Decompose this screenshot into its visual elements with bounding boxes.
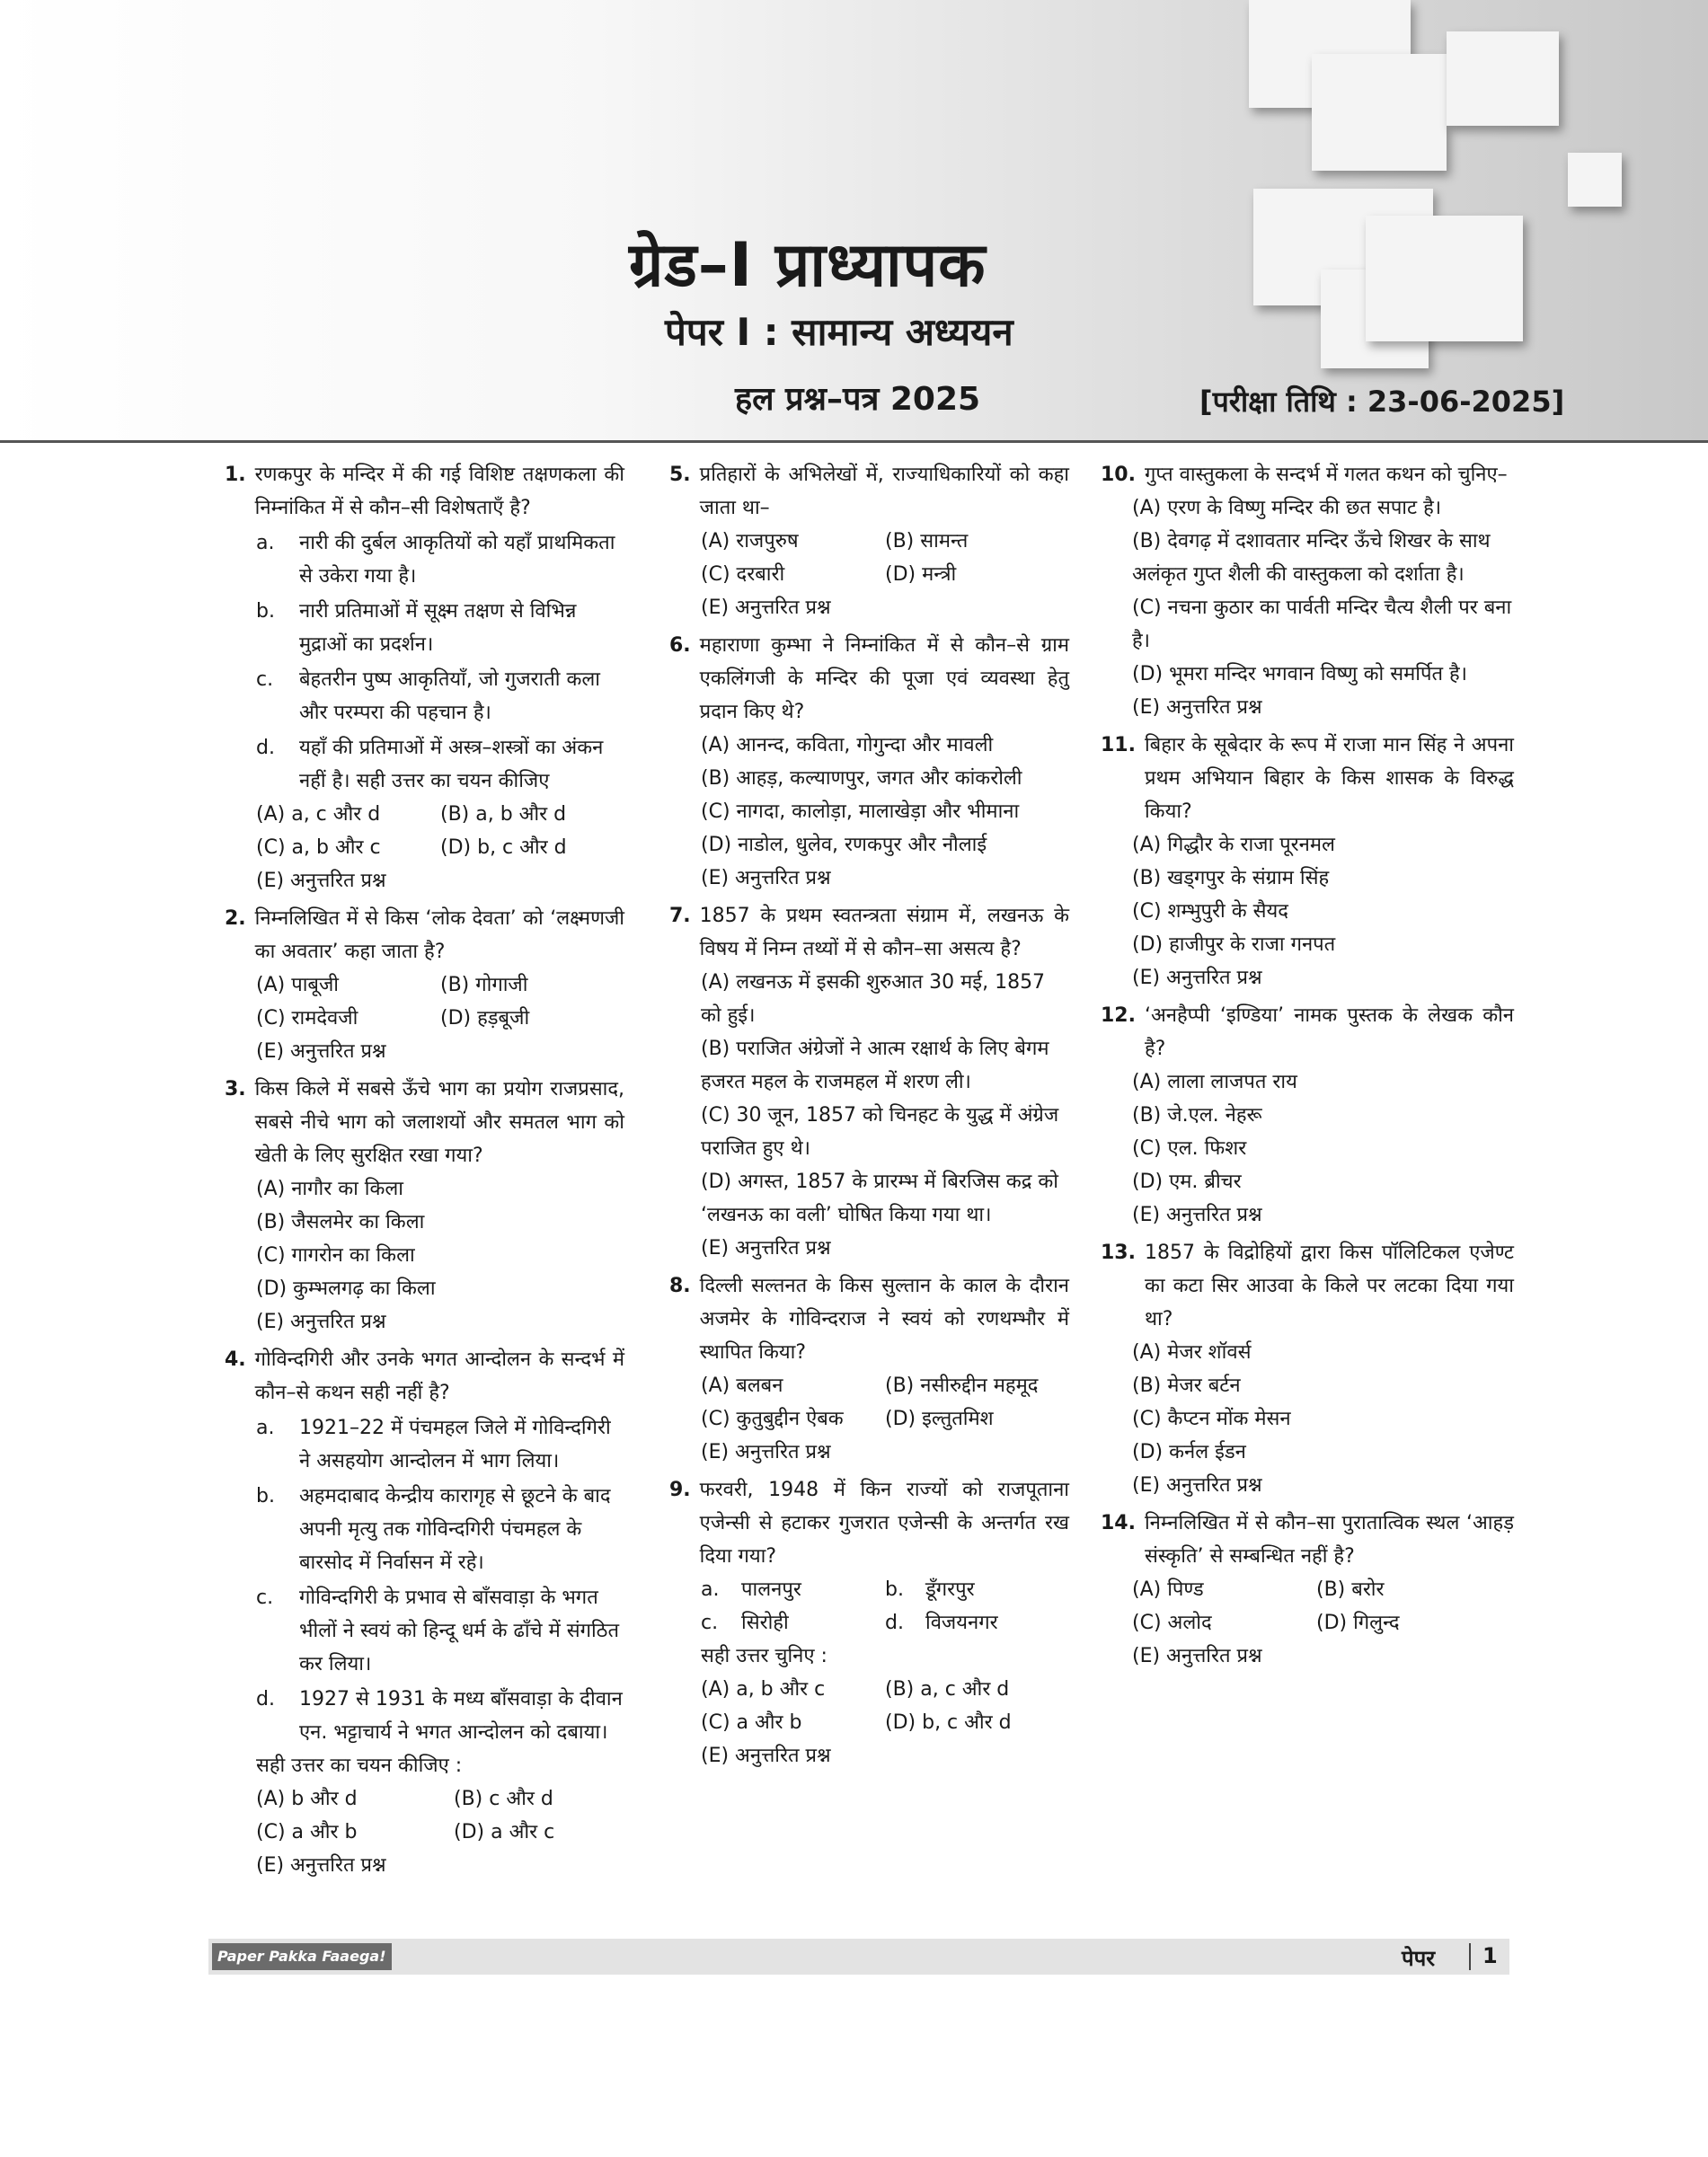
option: (C) एल. फिशर (1132, 1137, 1247, 1160)
column-2 (669, 458, 1069, 1777)
decorative-square (1366, 216, 1523, 341)
question-6 (669, 629, 1069, 895)
option: (A) नागौर का किला (256, 1178, 403, 1200)
option: (E) अनुत्तरित प्रश्न (1132, 1474, 1262, 1497)
option: (D) कर्नल ईडन (1132, 1441, 1246, 1463)
statement-key: b. (885, 1578, 904, 1601)
option: (A) मेजर शॉवर्स (1132, 1341, 1252, 1364)
page-label: पेपर (1402, 1946, 1436, 1971)
question-number: 5. (669, 464, 691, 486)
option: (D) b, c और d (885, 1711, 1012, 1734)
question-text: किस किले में सबसे ऊँचे भाग का प्रयोग राजप्रसाद, सबसे नीचे भाग को जलाशयों और समतल भाग को खेती के लिए सुरक्षित रखा गया? (254, 1078, 624, 1167)
option: (B) a, c और d (885, 1678, 1010, 1701)
statement-text: नारी की दुर्बल आकृतियों को यहाँ प्राथमिकता से उकेरा गया है। (299, 532, 615, 588)
option: (E) अनुत्तरित प्रश्न (1132, 967, 1262, 989)
option: (A) b और d (256, 1788, 358, 1810)
brand-logo: Paper Pakka Faaega! (212, 1943, 392, 1970)
option: (E) अनुत्तरित प्रश्न (256, 1311, 386, 1333)
option: (D) एम. ब्रीचर (1132, 1171, 1242, 1193)
option: (D) मन्त्री (885, 563, 957, 586)
option: (E) अनुत्तरित प्रश्न (256, 1854, 386, 1877)
question-7 (669, 899, 1069, 1265)
exam-date: [परीक्षा तिथि : 23-06-2025] (1199, 385, 1565, 419)
option: (B) देवगढ़ में दशावतार मन्दिर ऊँचे शिखर के साथ अलंकृत गुप्त शैली की वास्तुकला को दर्शाता है। (1132, 530, 1491, 586)
question-10 (1101, 458, 1514, 724)
option: (E) अनुत्तरित प्रश्न (701, 1237, 831, 1260)
statement-text: गोविन्दगिरी के प्रभाव से बाँसवाड़ा के भगत भीलों ने स्वयं को हिन्दू धर्म के ढाँचे में संगठित कर लिया। (299, 1587, 620, 1675)
statement-text: पालनपुर (741, 1578, 801, 1601)
option: (A) लखनऊ में इसकी शुरुआत 30 मई, 1857 को हुई। (701, 971, 1046, 1027)
statement-text: डूँगरपुर (925, 1578, 975, 1601)
statement (225, 1683, 624, 1749)
statement-key: c. (256, 668, 274, 691)
option-row (225, 968, 624, 1002)
option: (A) लाला लाजपत राय (1132, 1071, 1297, 1093)
question-number: 2. (225, 907, 246, 930)
option: (E) अनुत्तरित प्रश्न (1132, 696, 1262, 719)
option: (C) नागदा, कालोड़ा, मालाखेड़ा और भीमाना (701, 800, 1020, 823)
option: (B) जैसलमेर का किला (256, 1211, 425, 1233)
option: (C) शम्भुपुरी के सैयद (1132, 900, 1288, 923)
column-1 (225, 458, 624, 1887)
option: (E) अनुत्तरित प्रश्न (701, 1745, 831, 1767)
option: (B) नसीरुद्दीन महमूद (885, 1375, 1039, 1397)
option: (C) a और b (701, 1711, 802, 1734)
header-rule (0, 440, 1708, 443)
option: (C) कुतुबुद्दीन ऐबक (701, 1408, 844, 1430)
option: (D) नाडोल, धुलेव, रणकपुर और नौलाई (701, 834, 987, 856)
option: (A) बलबन (701, 1375, 783, 1397)
statement-key: c. (256, 1587, 274, 1609)
statement-text: नारी प्रतिमाओं में सूक्ष्म तक्षण से विभिन्न मुद्राओं का प्रदर्शन। (299, 600, 577, 656)
question-2 (225, 902, 624, 1068)
question-text: रणकपुर के मन्दिर में की गई विशिष्ट तक्षणकला की निम्नांकित में से कौन–सी विशेषताएँ है? (254, 464, 624, 519)
statement-key: d. (885, 1612, 904, 1634)
option: (B) c और d (454, 1788, 553, 1810)
option: (E) अनुत्तरित प्रश्न (256, 1040, 386, 1063)
option-row (669, 558, 1069, 591)
option: (C) रामदेवजी (256, 1007, 358, 1030)
option: (E) अनुत्तरित प्रश्न (701, 1441, 831, 1463)
option-row (669, 1673, 1069, 1706)
decorative-square (1312, 54, 1447, 171)
statement-key: d. (256, 1688, 275, 1711)
option-row (225, 1816, 624, 1849)
question-text: बिहार के सूबेदार के रूप में राजा मान सिंह ने अपना प्रथम अभियान बिहार के किस शासक के विरुद्ध किया? (1144, 734, 1514, 823)
page-separator (1469, 1943, 1471, 1970)
question-text: फरवरी, 1948 में किन राज्यों को राजपूताना एजेन्सी से हटाकर गुजरात एजेन्सी के अन्तर्गत रख दिया गया? (699, 1479, 1069, 1568)
column-3 (1101, 458, 1514, 1677)
question-number: 3. (225, 1078, 246, 1101)
option-row (669, 1706, 1069, 1739)
statement-text: विजयनगर (925, 1612, 998, 1634)
option-row (1101, 1573, 1514, 1606)
footer-bar (208, 1939, 1509, 1975)
option: (B) गोगाजी (440, 974, 528, 996)
option: (A) राजपुरुष (701, 530, 799, 553)
statement (225, 595, 624, 661)
question-number: 4. (225, 1348, 246, 1371)
option: (C) नचना कुठार का पार्वती मन्दिर चैत्य शैली पर बना है। (1132, 597, 1512, 652)
option: (B) खड्गपुर के संग्राम सिंह (1132, 867, 1330, 889)
statement (225, 526, 624, 593)
option: (E) अनुत्तरित प्रश्न (256, 870, 386, 892)
instruction: सही उत्तर चुनिए : (701, 1645, 827, 1667)
option: (C) दरबारी (701, 563, 785, 586)
statement (225, 731, 624, 798)
option-row (669, 525, 1069, 558)
statement-text: सिरोही (741, 1612, 789, 1634)
option: (E) अनुत्तरित प्रश्न (1132, 1645, 1262, 1667)
question-number: 9. (669, 1479, 691, 1501)
option: (D) b, c और d (440, 836, 567, 859)
statement-row (669, 1573, 1069, 1606)
statement (225, 1480, 624, 1579)
option: (C) कैप्टन मोंक मेसन (1132, 1408, 1291, 1430)
statement (225, 663, 624, 729)
question-number: 1. (225, 464, 246, 486)
statement-text: यहाँ की प्रतिमाओं में अस्त्र–शस्त्रों का अंकन नहीं है। सही उत्तर का चयन कीजिए (299, 737, 604, 792)
option: (B) सामन्त (885, 530, 969, 553)
option: (A) पाबूजी (256, 974, 339, 996)
option: (B) जे.एल. नेहरू (1132, 1104, 1262, 1127)
option: (B) a, b और d (440, 803, 567, 826)
option: (D) भूमरा मन्दिर भगवान विष्णु को समर्पित है। (1132, 663, 1467, 685)
option: (C) गागरोन का किला (256, 1244, 415, 1267)
question-text: महाराणा कुम्भा ने निम्नांकित में से कौन–से ग्राम एकलिंगजी के मन्दिर की पूजा एवं व्यवस्था हेतु प्रदान किए थे? (699, 634, 1069, 723)
question-12 (1101, 999, 1514, 1232)
option: (B) पराजित अंग्रेजों ने आत्म रक्षार्थ के लिए बेगम हजरत महल के राजमहल में शरण ली। (701, 1038, 1049, 1093)
statement-key: a. (701, 1578, 720, 1601)
statement-key: d. (256, 737, 275, 759)
statement-text: 1921–22 में पंचमहल जिले में गोविन्दगिरी ने असहयोग आन्दोलन में भाग लिया। (299, 1417, 611, 1472)
option: (C) 30 जून, 1857 को चिनहट के युद्ध में अंग्रेज पराजित हुए थे। (701, 1104, 1059, 1160)
question-number: 6. (669, 634, 691, 657)
option: (D) कुम्भलगढ़ का किला (256, 1277, 436, 1300)
question-number: 13. (1101, 1242, 1136, 1264)
option: (E) अनुत्तरित प्रश्न (701, 597, 831, 619)
option: (D) गिलुन्द (1316, 1612, 1400, 1634)
decorative-square (1447, 31, 1559, 126)
paper-subtitle: पेपर I : सामान्य अध्ययन (665, 310, 1013, 354)
question-1 (225, 458, 624, 897)
statement-key: b. (256, 600, 275, 623)
option: (B) मेजर बर्टन (1132, 1375, 1241, 1397)
option-row (1101, 1606, 1514, 1640)
question-text: गोविन्दगिरी और उनके भगत आन्दोलन के सन्दर्भ में कौन–से कथन सही नहीं है? (254, 1348, 624, 1404)
option: (B) बरोर (1316, 1578, 1385, 1601)
statement-text: बेहतरीन पुष्प आकृतियाँ, जो गुजराती कला और परम्परा की पहचान है। (299, 668, 600, 724)
statement-text: अहमदाबाद केन्द्रीय कारागृह से छूटने के बाद अपनी मृत्यु तक गोविन्दगिरी पंचमहल के बारसोद में निर्वासन में रहे। (299, 1485, 611, 1574)
question-3 (225, 1073, 624, 1339)
statement (225, 1581, 624, 1681)
option: (C) a और b (256, 1821, 358, 1843)
option: (D) a और c (454, 1821, 555, 1843)
question-4 (225, 1343, 624, 1882)
question-text: निम्नलिखित में से किस ‘लोक देवता’ को ‘लक्ष्मणजी का अवतार’ कहा जाता है? (254, 907, 624, 963)
question-11 (1101, 729, 1514, 995)
statement-key: c. (701, 1612, 719, 1634)
option: (E) अनुत्तरित प्रश्न (1132, 1204, 1262, 1226)
statement-key: b. (256, 1485, 275, 1507)
page-number: 1 (1482, 1943, 1498, 1968)
question-number: 11. (1101, 734, 1136, 756)
question-13 (1101, 1236, 1514, 1502)
question-text: गुप्त वास्तुकला के सन्दर्भ में गलत कथन को चुनिए– (1144, 464, 1508, 486)
page-title: ग्रेड–I प्राध्यापक (629, 230, 987, 301)
option: (A) a, b और c (701, 1678, 826, 1701)
option-row (225, 1002, 624, 1035)
option-row (669, 1369, 1069, 1402)
question-14 (1101, 1507, 1514, 1673)
option-row (225, 798, 624, 831)
question-text: ‘अनहैप्पी ‘इण्डिया’ नामक पुस्तक के लेखक कौन है? (1144, 1004, 1514, 1060)
question-text: 1857 के विद्रोहियों द्वारा किस पॉलिटिकल एजेण्ट का कटा सिर आउवा के किले पर लटका दिया गया था? (1144, 1242, 1514, 1330)
question-number: 10. (1101, 464, 1136, 486)
option: (A) आनन्द, कविता, गोगुन्दा और मावली (701, 734, 994, 756)
option: (A) गिद्धौर के राजा पूरनमल (1132, 834, 1335, 856)
statement (225, 1411, 624, 1478)
option: (A) a, c और d (256, 803, 381, 826)
question-text: 1857 के प्रथम स्वतन्त्रता संग्राम में, लखनऊ के विषय में निम्न तथ्यों में से कौन–सा असत्य है? (699, 905, 1069, 960)
statement-text: 1927 से 1931 के मध्य बाँसवाड़ा के दीवान एन. भट्टाचार्य ने भगत आन्दोलन को दबाया। (299, 1688, 623, 1744)
option: (C) अलोद (1132, 1612, 1212, 1634)
question-5 (669, 458, 1069, 624)
solved-paper-label: हल प्रश्न–पत्र 2025 (735, 381, 981, 418)
question-number: 8. (669, 1275, 691, 1297)
question-number: 7. (669, 905, 691, 927)
option: (D) अगस्त, 1857 के प्रारम्भ में बिरजिस कद्र को ‘लखनऊ का वली’ घोषित किया गया था। (701, 1171, 1058, 1226)
option-row (225, 831, 624, 864)
option: (D) हाजीपुर के राजा गनपत (1132, 933, 1336, 956)
question-9 (669, 1473, 1069, 1772)
question-number: 12. (1101, 1004, 1136, 1027)
statement-key: a. (256, 532, 275, 554)
question-text: दिल्ली सल्तनत के किस सुल्तान के काल के दौरान अजमेर के गोविन्दराज ने स्वयं को रणथम्भौर में स्थापित किया? (699, 1275, 1069, 1364)
option-row (669, 1402, 1069, 1436)
option-row (225, 1782, 624, 1816)
option: (E) अनुत्तरित प्रश्न (701, 867, 831, 889)
option: (D) हड़बूजी (440, 1007, 530, 1030)
question-8 (669, 1269, 1069, 1469)
option: (D) इल्तुतमिश (885, 1408, 994, 1430)
statement-key: a. (256, 1417, 275, 1439)
statement-row (669, 1606, 1069, 1640)
option: (B) आहड़, कल्याणपुर, जगत और कांकरोली (701, 767, 1022, 790)
question-number: 14. (1101, 1512, 1136, 1534)
instruction: सही उत्तर का चयन कीजिए : (256, 1755, 463, 1777)
question-text: निम्नलिखित में से कौन–सा पुरातात्विक स्थल ‘आहड़ संस्कृति’ से सम्बन्धित नहीं है? (1144, 1512, 1514, 1568)
question-text: प्रतिहारों के अभिलेखों में, राज्याधिकारियों को कहा जाता था– (699, 464, 1069, 519)
option: (A) एरण के विष्णु मन्दिर की छत सपाट है। (1132, 497, 1442, 519)
decorative-square (1568, 153, 1622, 207)
option: (A) पिण्ड (1132, 1578, 1204, 1601)
option: (C) a, b और c (256, 836, 381, 859)
